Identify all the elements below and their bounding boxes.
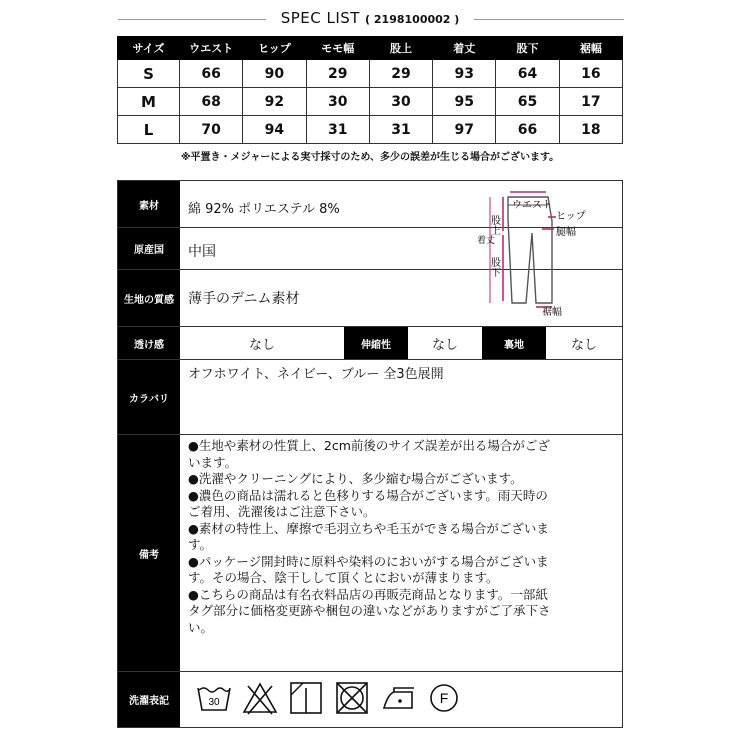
remark-line: ●パッケージ開封時に原料や染料のにおいがする場合がございま [188,553,549,569]
sheer-value: なし [248,337,275,353]
lining-value: なし [570,337,597,353]
remark-line: す。その場合、陰干しして頂くとにおいが薄まります。 [188,570,499,585]
colors-label: カラバリ [118,360,180,434]
colors-row [118,360,622,435]
lining-label: 裏地 [482,327,546,359]
spec-list-title: SPEC LIST [280,9,360,27]
value-cell: 17 [559,88,622,116]
value-cell: 16 [559,60,622,88]
header-rule-right [474,19,624,20]
value-cell: 93 [433,60,496,88]
col-header: モモ幅 [306,37,369,60]
remark-line: ●生地や素材の性質上、2cm前後のサイズ誤差が出る場合がござ [188,438,550,453]
svg-text:F: F [439,690,449,706]
table-row [118,116,623,144]
remarks-label: 備考 [118,435,180,671]
attributes-row [118,327,622,360]
line-dry-shade-icon [288,680,324,716]
remark-line: います。 [188,454,238,470]
header-rule-left [118,19,266,20]
value-cell: 90 [243,60,306,88]
origin-value: 中国 [188,244,216,260]
svg-text:30: 30 [208,697,220,708]
label-thigh: 腿幅 [556,227,576,238]
col-header: 股上 [369,37,432,60]
table-row [118,60,623,88]
remark-line: タグ部分に価格変更跡や梱包の違いなどがありますがご了承下さ [188,603,551,618]
size-cell: L [118,116,180,144]
remarks-row [118,435,622,672]
label-inseam: 股下 [488,257,500,277]
no-tumble-dry-icon [334,680,370,716]
label-length: 着丈 [477,235,496,245]
col-header: 着丈 [433,37,496,60]
dryclean-f-icon [426,680,462,716]
origin-label: 原産国 [118,228,180,269]
spec-block [117,180,623,728]
col-header: 股下 [496,37,559,60]
sheer-label: 透け感 [118,327,180,359]
header-title [270,8,470,27]
value-cell: 31 [306,116,369,144]
col-header: 裾幅 [559,37,622,60]
label-hem: 裾幅 [542,307,562,318]
value-cell: 30 [306,88,369,116]
iron-low-icon [380,680,416,716]
value-cell: 97 [433,116,496,144]
size-cell: S [118,60,180,88]
stretch-label: 伸縮性 [344,327,408,359]
remarks-text [188,438,618,636]
remark-line: ●洗濯やクリーニングにより、多少縮む場合がございます。 [188,471,523,486]
measurement-note: ※平置き・メジャーによる実寸採寸のため、多少の誤差が生じる場合がございます。 [180,152,560,163]
spec-header [0,8,740,30]
value-cell: 29 [369,60,432,88]
value-cell: 68 [180,88,243,116]
col-header: ウエスト [180,37,243,60]
value-cell: 18 [559,116,622,144]
remark-line: い。 [188,619,214,635]
value-cell: 95 [433,88,496,116]
value-cell: 70 [180,116,243,144]
col-header: サイズ [118,37,180,60]
remark-line: ●濃色の商品は濡れると色移りする場合がございます。雨天時の [188,487,548,503]
value-cell: 29 [306,60,369,88]
value-cell: 31 [369,116,432,144]
remark-line: す。 [188,537,213,552]
value-cell: 64 [496,60,559,88]
texture-value: 薄手のデニム素材 [188,291,300,307]
no-bleach-icon [242,680,278,716]
stretch-value: なし [431,337,458,353]
label-rise: 股上 [488,215,500,235]
label-waist: ウエスト [512,200,552,211]
size-table-header [118,37,623,60]
value-cell: 65 [496,88,559,116]
pants-outline [508,197,552,303]
colors-value: オフホワイト、ネイビー、ブルー 全3色展開 [188,367,444,382]
material-label: 素材 [118,181,180,227]
value-cell: 30 [369,88,432,116]
value-cell: 94 [243,116,306,144]
texture-label: 生地の質感 [118,270,180,326]
pants-size-diagram [476,183,622,321]
table-row [118,88,623,116]
care-row [118,672,622,727]
care-label: 洗濯表記 [118,672,180,727]
value-cell: 66 [180,60,243,88]
product-code: ( 2198100002 ) [365,13,460,26]
value-cell: 92 [243,88,306,116]
size-cell: M [118,88,180,116]
col-header: ヒップ [243,37,306,60]
size-table [117,36,623,144]
remark-line: ●素材の特性上、摩擦で毛羽立ちや毛玉ができる場合がございま [188,520,549,536]
care-symbols [196,680,462,716]
remark-line: ●こちらの商品は有名衣料品店の再販売商品となります。一部紙 [188,586,548,602]
wash-30-icon [196,680,232,716]
label-hip: ヒップ [556,211,586,222]
value-cell: 66 [496,116,559,144]
remark-line: ご着用、洗濯後はご注意下さい。 [188,504,376,519]
material-value: 綿 92% ポリエステル 8% [188,202,340,217]
